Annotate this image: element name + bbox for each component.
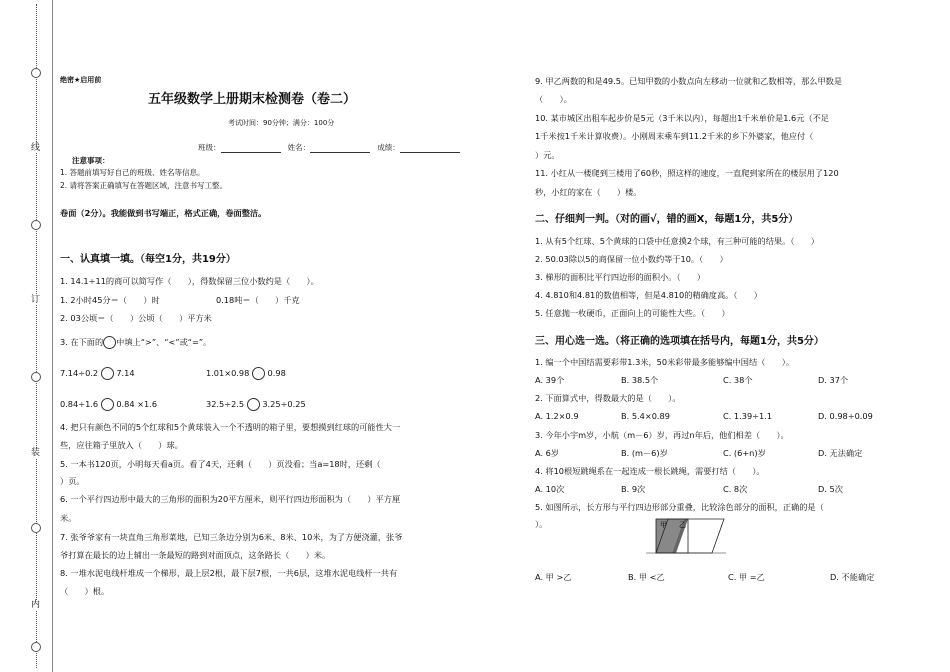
q3-suffix: 中填上“>”、“<”或“=”。 — [116, 337, 212, 347]
compare-item — [206, 398, 306, 411]
option[interactable]: C. 8次 — [723, 484, 748, 494]
question: ）页。 — [60, 476, 85, 486]
compare-right: 0.98 — [267, 368, 286, 378]
answer-circle[interactable] — [101, 367, 114, 380]
compare-right: 3.25÷0.25 — [262, 399, 306, 409]
question: （ ）根。 — [60, 586, 110, 596]
compare-right: 0.84 ×1.6 — [116, 399, 158, 409]
question: 11. 小红从一楼爬到三楼用了60秒，照这样的速度，一直爬到家所在的楼层用了120 — [535, 168, 839, 178]
notes-title: 注意事项： — [72, 156, 110, 165]
answer-circle[interactable] — [101, 398, 114, 411]
binding-char: 订 — [31, 295, 41, 305]
option[interactable]: A. 10次 — [535, 484, 565, 494]
option[interactable]: D. 0.98÷0.09 — [818, 411, 873, 421]
option[interactable]: C. 1.39÷1.1 — [723, 411, 773, 421]
name-field[interactable] — [310, 144, 370, 153]
judge-item: 1. 从有5个红球、5个黄球的口袋中任意摸2个球，有三种可能的结果。（ ） — [535, 236, 819, 246]
binding-hole — [31, 220, 41, 230]
answer-circle[interactable] — [103, 336, 116, 349]
answer-circle[interactable] — [252, 367, 265, 380]
compare-item — [206, 367, 286, 380]
section3-title: 三、用心选一选。（将正确的选项填在括号内，每题1分，共5分） — [535, 336, 824, 347]
question: 3. 今年小宇m岁，小航（m－6）岁，再过n年后，他们相差（ ）。 — [535, 430, 789, 440]
option[interactable]: B. 9次 — [621, 484, 646, 494]
question: 爷打算在最长的边上辅出一条最短的路到对面顶点，这条路长（ ）米。 — [60, 550, 331, 560]
class-label: 班级： — [198, 143, 221, 152]
class-field[interactable] — [221, 144, 281, 153]
judge-item: 5. 任意抛一枚硬币，正面向上的可能性大些。（ ） — [535, 308, 730, 318]
binding-hole — [31, 68, 41, 78]
binding-hole — [31, 372, 41, 382]
question: 9. 甲乙两数的和是49.5。已知甲数的小数点向左移动一位就和乙数相等，那么甲数是 — [535, 76, 843, 86]
page-title: 五年级数学上册期末检测卷（卷二） — [148, 92, 357, 107]
question: 4. 把只有颜色不同的5个红球和5个黄球装入一个不透明的箱子里，要想摸到红球的可能性大一 — [60, 422, 401, 432]
compare-item — [60, 398, 157, 411]
binding-hole — [31, 523, 41, 533]
binding-char: 装 — [31, 448, 41, 458]
option[interactable]: A. 甲 >乙 — [535, 572, 572, 582]
option[interactable]: D. 5次 — [818, 484, 843, 494]
compare-item — [60, 367, 135, 380]
judge-item: 4. 4.810和4.81的数值相等，但是4.810的精确度高。（ ） — [535, 290, 762, 300]
neatness-statement: 卷面（2分）。我能做到书写端正，格式正确，卷面整洁。 — [60, 208, 267, 218]
question: 5. 如图所示，长方形与平行四边形部分重叠，比较涂色部分的面积，正确的是（ — [535, 502, 824, 512]
option[interactable]: A. 1.2×0.9 — [535, 411, 579, 421]
question: 8. 一堆水泥电线杆堆成一个梯形，最上层2根，最下层7根，一共6层，这堆水泥电线杆一共有 — [60, 568, 398, 578]
section1-title: 一、认真填一填。（每空1分，共19分） — [60, 254, 236, 265]
compare-left: 7.14÷0.2 — [60, 368, 99, 378]
overlap-figure — [636, 515, 726, 557]
q3-prefix: 3. 在下面的 — [60, 337, 104, 347]
option[interactable]: C. 38个 — [723, 375, 753, 385]
option[interactable]: B. 38.5个 — [621, 375, 659, 385]
question: 1. 编一个中国结需要彩带1.3米，50米彩带最多能够编中国结（ ）。 — [535, 357, 795, 367]
option[interactable]: B. 甲 <乙 — [628, 572, 665, 582]
binding-dotted-line — [36, 4, 37, 668]
binding-char: 线 — [31, 143, 41, 153]
compare-left: 1.01×0.98 — [206, 368, 250, 378]
question: 些，应往箱子里放入（ ）球。 — [60, 440, 183, 450]
name-label: 姓名： — [287, 143, 311, 152]
note-item: 1. 答题前填写好自己的班级、姓名等信息。 — [60, 168, 205, 177]
margin-line — [52, 0, 53, 672]
question: 5. 一本书120页，小明每天看a页。看了4天，还剩（ ）页没看；当a=18时，还剩（ — [60, 459, 381, 469]
question: 米。 — [60, 513, 77, 523]
question: 4. 将10根短跳绳系在一起连成一根长跳绳，需要打结（ ）。 — [535, 466, 765, 476]
question: 秒，小红的家在（ ）楼。 — [535, 187, 642, 197]
judge-item: 2. 50.03除以5的商保留一位小数约等于10。（ ） — [535, 254, 728, 264]
compare-left: 32.5÷2.5 — [206, 399, 245, 409]
question: 2. 03公顷＝（ ）公顷（ ）平方米 — [60, 313, 212, 323]
label-jia: 甲 — [660, 521, 667, 529]
question: 6. 一个平行四边形中最大的三角形的面积为20平方厘米，则平行四边形面积为（ ）平方厘 — [60, 494, 401, 504]
question: 1千米按1千米计算收费）。小刚周末乘车到11.2千米的乡下外婆家，他应付（ — [535, 131, 814, 141]
secret-label: 绝密★启用前 — [60, 76, 102, 84]
question: 1. 14.1÷11的商可以简写作（ ），得数保留三位小数约是（ ）。 — [60, 276, 319, 286]
score-label: 成绩： — [377, 143, 400, 152]
note-item: 2. 请将答案正确填写在答题区域，注意书写工整。 — [60, 181, 228, 190]
student-info — [198, 142, 460, 153]
exam-info: 考试时间：90分钟；满分：100分 — [228, 119, 335, 127]
option[interactable]: D. 无法确定 — [818, 448, 863, 458]
option[interactable]: A. 6岁 — [535, 448, 560, 458]
compare-right: 7.14 — [116, 368, 135, 378]
score-field[interactable] — [400, 144, 460, 153]
question: 10. 某市城区出租车起步价是5元（3千米以内），每超出1千米单价是1.6元（不足 — [535, 113, 829, 123]
option[interactable]: D. 不能确定 — [830, 572, 875, 582]
option[interactable]: C. 甲 =乙 — [728, 572, 765, 582]
binding-char: 内 — [31, 600, 41, 610]
binding-hole — [31, 642, 41, 652]
judge-item: 3. 梯形的面积比平行四边形的面积小。（ ） — [535, 272, 706, 282]
option[interactable]: B. (m－6)岁 — [621, 448, 668, 458]
question: 7. 张爷爷家有一块直角三角形菜地，已知三条边分别为6米、8米、10米，为了方便浇灌，张爷 — [60, 532, 403, 542]
answer-circle[interactable] — [247, 398, 260, 411]
question: 1. 2小时45分＝（ ）时 — [60, 295, 160, 305]
question: 2. 下面算式中，得数最大的是（ ）。 — [535, 393, 681, 403]
question-3 — [60, 336, 211, 349]
question: ）元。 — [535, 150, 560, 160]
option[interactable]: D. 37个 — [818, 375, 849, 385]
compare-left: 0.84÷1.6 — [60, 399, 99, 409]
option[interactable]: C. (6+n)岁 — [723, 448, 766, 458]
question: （ ）。 — [535, 94, 572, 104]
section2-title: 二、仔细判一判。（对的画√，错的画X，每题1分，共5分） — [535, 214, 799, 225]
question: ）。 — [535, 519, 548, 529]
option[interactable]: B. 5.4×0.89 — [621, 411, 670, 421]
option[interactable]: A. 39个 — [535, 375, 565, 385]
question: 0.18吨＝（ ）千克 — [216, 295, 300, 305]
label-yi: 乙 — [679, 521, 686, 529]
